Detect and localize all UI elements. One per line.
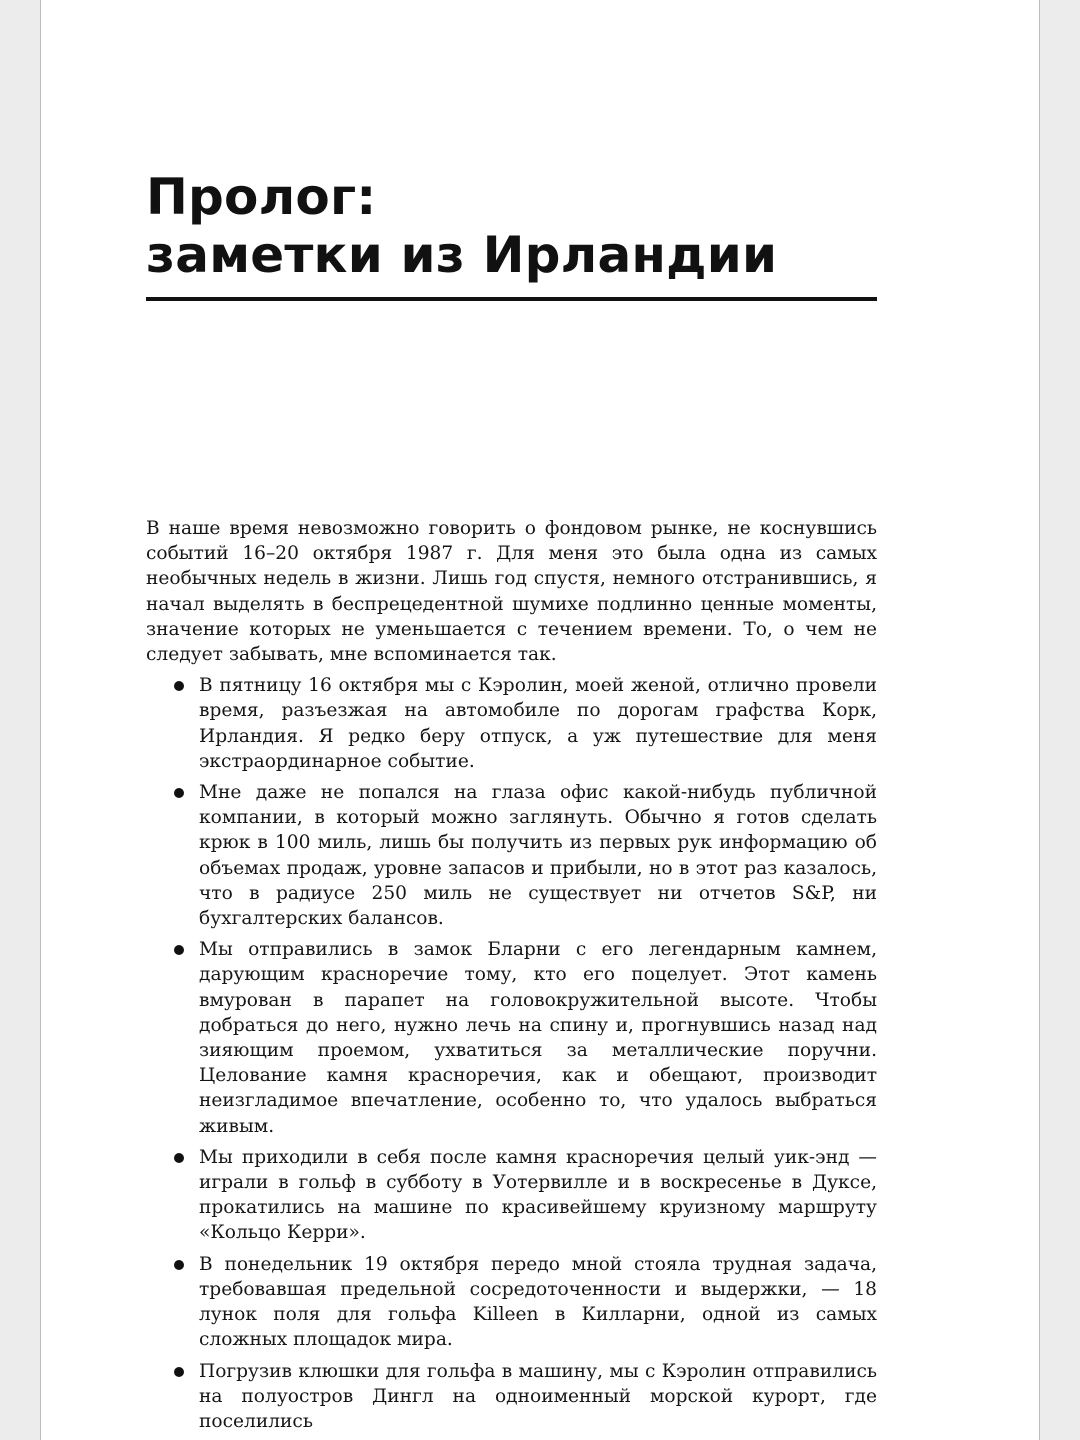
- bullet-item: [146, 1252, 877, 1353]
- bullet-text: Мне даже не попался на глаза офис какой-нибудь публичной компании, в который можно заглянуть. Обычно я готов сделать крюк в 100 миль, лишь бы получить из первых рук информацию об объемах продаж, уровне запасов и прибыли, но в этот раз казалось, что в радиусе 250 миль не существует ни отчетов S&P, ни бухгалтерских балансов.: [199, 782, 877, 930]
- bullet-text: В понедельник 19 октября передо мной стояла трудная задача, требовавшая предельной сосредоточенности и выдержки, — 18 лунок поля для гольфа Killeen в Килларни, одной из самых сложных площадок мира.: [199, 1253, 877, 1351]
- bullet-dot-icon: [174, 1260, 184, 1270]
- bullet-dot-icon: [174, 1367, 184, 1377]
- bullet-item: [146, 1359, 877, 1435]
- body-text: [146, 516, 877, 1440]
- chapter-title-line-1: Пролог:: [146, 168, 377, 226]
- chapter-title: [146, 168, 886, 284]
- chapter-title-line-2: заметки из Ирландии: [146, 226, 778, 284]
- bullet-text: В пятницу 16 октября мы с Кэролин, моей женой, отлично провели время, разъезжая на автомобиле по дорогам графства Корк, Ирландия. Я редко беру отпуск, а уж путешествие для меня экстраординарное событие.: [199, 675, 877, 772]
- bullet-text: Мы приходили в себя после камня красноречия целый уик-энд — играли в гольф в субботу в Уотервилле и в воскресенье в Дуксе, прокатились на машине по красивейшему круизному маршруту «Кольцо Керри».: [199, 1146, 877, 1244]
- bullet-item: [146, 780, 877, 931]
- bullet-item: [146, 937, 877, 1139]
- bullet-dot-icon: [174, 1153, 184, 1163]
- bullet-dot-icon: [174, 788, 184, 798]
- intro-paragraph: В наше время невозможно говорить о фондовом рынке, не коснувшись событий 16–20 октября 1987 г. Для меня это была одна из самых необычных недель в жизни. Лишь год спустя, немного отстранившись, я начал выделять в беспрецедентной шумихе подлинно ценные моменты, значение которых не уменьшается с течением времени. То, о чем не следует забывать, мне вспоминается так.: [146, 518, 877, 666]
- bullet-list: [146, 673, 877, 1434]
- book-page: [40, 0, 1040, 1440]
- bullet-item: [146, 673, 877, 774]
- title-underline-rule: [146, 297, 877, 301]
- bullet-text: Погрузив клюшки для гольфа в машину, мы с Кэролин отправились на полуостров Дингл на одноименный морской курорт, где поселились: [199, 1360, 877, 1432]
- bullet-dot-icon: [174, 681, 184, 691]
- bullet-dot-icon: [174, 945, 184, 955]
- bullet-text: Мы отправились в замок Бларни с его легендарным камнем, дарующим красноречие тому, кто его поцелует. Этот камень вмурован в парапет на головокружительной высоте. Чтобы добраться до него, нужно лечь на спину и, прогнувшись назад над зияющим проемом, ухватиться за металлические поручни. Целование камня красноречия, как и обещают, производит неизгладимое впечатление, особенно то, что удалось выбраться живым.: [199, 939, 877, 1137]
- bullet-item: [146, 1145, 877, 1246]
